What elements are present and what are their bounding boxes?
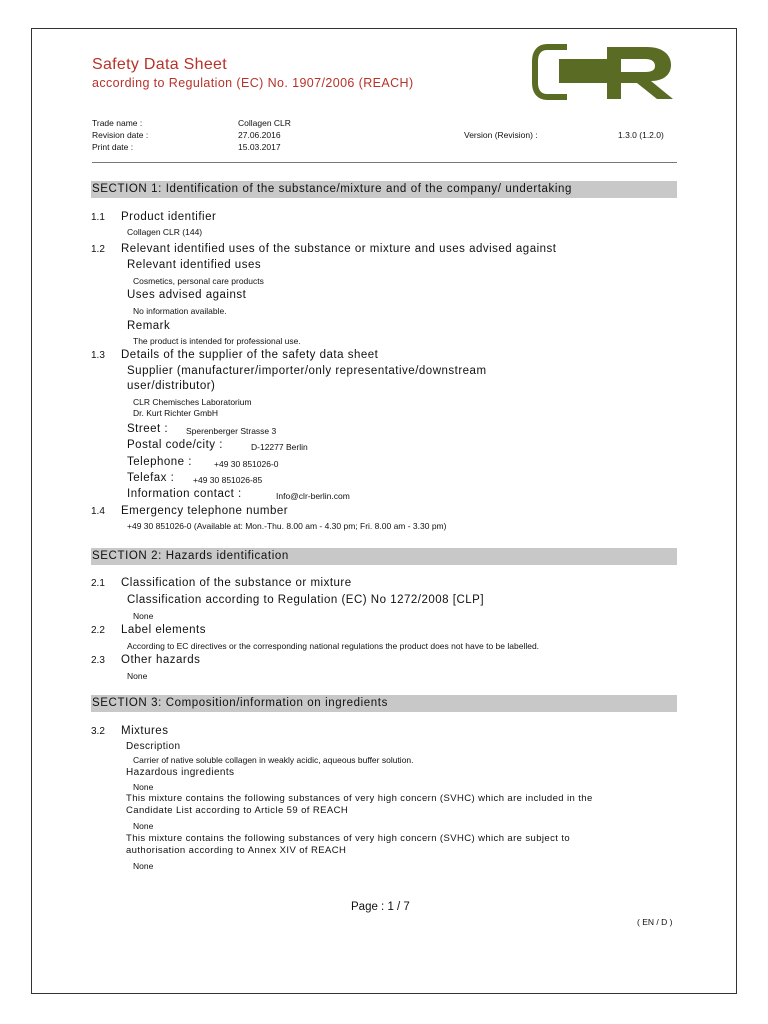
section-number: 1.1 — [91, 212, 105, 223]
section-number: 2.2 — [91, 625, 105, 636]
label-elements-value: According to EC directives or the corresponding national regulations the product does not have to be labelled. — [127, 641, 540, 651]
relevant-uses-section-title: Relevant identified uses of the substance or mixture and uses advised against — [121, 243, 557, 255]
emergency-telephone-title: Emergency telephone number — [121, 505, 289, 517]
version-value: 1.3.0 (1.2.0) — [618, 130, 664, 140]
street-label: Street : — [127, 423, 169, 435]
document-subtitle: according to Regulation (EC) No. 1907/2006 (REACH) — [92, 76, 414, 90]
product-identifier-value: Collagen CLR (144) — [127, 227, 203, 237]
telefax-value: +49 30 851026-85 — [193, 475, 263, 485]
supplier-section-title: Details of the supplier of the safety data sheet — [121, 349, 379, 361]
supplier-name-line1: CLR Chemisches Laboratorium — [133, 397, 252, 407]
remark-title: Remark — [127, 320, 171, 332]
header-divider — [92, 162, 677, 163]
hazardous-ingredients-value: None — [133, 782, 154, 792]
section-number: 1.4 — [91, 506, 105, 517]
section-number: 3.2 — [91, 726, 105, 737]
svhc-candidate-line2: Candidate List according to Article 59 of REACH — [126, 805, 349, 816]
revision-date-label: Revision date : — [92, 130, 149, 140]
product-identifier-title: Product identifier — [121, 211, 217, 223]
version-label: Version (Revision) : — [464, 130, 538, 140]
svhc-authorisation-line1: This mixture contains the following substances of very high concern (SVHC) which are subject to — [126, 833, 571, 844]
revision-date-value: 27.06.2016 — [238, 130, 281, 140]
classification-value: None — [133, 611, 154, 621]
svhc-candidate-line1: This mixture contains the following substances of very high concern (SVHC) which are included in the — [126, 793, 593, 804]
print-date-label: Print date : — [92, 142, 134, 152]
classification-title: Classification of the substance or mixture — [121, 577, 352, 589]
postal-city-label: Postal code/city : — [127, 439, 223, 451]
clr-logo-icon — [531, 43, 677, 101]
remark-value: The product is intended for professional use. — [133, 336, 301, 346]
section-number: 2.1 — [91, 578, 105, 589]
mixtures-title: Mixtures — [121, 725, 169, 737]
emergency-telephone-value: +49 30 851026-0 (Available at: Mon.-Thu. 8.00 am - 4.30 pm; Fri. 8.00 am - 3.30 pm) — [127, 521, 447, 531]
section-number: 2.3 — [91, 655, 105, 666]
section-number: 1.2 — [91, 244, 105, 255]
svhc-candidate-value: None — [133, 821, 154, 831]
relevant-uses-title: Relevant identified uses — [127, 259, 262, 271]
uses-advised-against-value: No information available. — [133, 306, 227, 316]
page-number: Page : 1 / 7 — [351, 901, 410, 913]
telephone-label: Telephone : — [127, 456, 192, 468]
document-title: Safety Data Sheet — [92, 56, 227, 73]
label-elements-title: Label elements — [121, 624, 206, 636]
telephone-value: +49 30 851026-0 — [214, 459, 279, 469]
relevant-uses-value: Cosmetics, personal care products — [133, 276, 264, 286]
svhc-authorisation-line2: authorisation according to Annex XIV of REACH — [126, 845, 347, 856]
information-contact-label: Information contact : — [127, 488, 242, 500]
hazardous-ingredients-title: Hazardous ingredients — [126, 767, 235, 778]
other-hazards-value: None — [127, 671, 148, 681]
svhc-authorisation-value: None — [133, 861, 154, 871]
trade-name-label: Trade name : — [92, 118, 143, 128]
description-title: Description — [126, 741, 181, 752]
description-value: Carrier of native soluble collagen in weakly acidic, aqueous buffer solution. — [133, 755, 414, 765]
print-date-value: 15.03.2017 — [238, 142, 281, 152]
section3-heading: SECTION 3: Composition/information on ingredients — [92, 697, 388, 709]
trade-name-value: Collagen CLR — [238, 118, 291, 128]
supplier-name-line2: Dr. Kurt Richter GmbH — [133, 408, 219, 418]
postal-city-value: D-12277 Berlin — [251, 442, 308, 452]
section-number: 1.3 — [91, 350, 105, 361]
classification-clp-title: Classification according to Regulation (EC) No 1272/2008 [CLP] — [127, 594, 485, 606]
section1-heading: SECTION 1: Identification of the substance/mixture and of the company/ undertaking — [92, 183, 573, 195]
other-hazards-title: Other hazards — [121, 654, 201, 666]
telefax-label: Telefax : — [127, 472, 175, 484]
language-code: ( EN / D ) — [637, 917, 673, 927]
supplier-title-line1: Supplier (manufacturer/importer/only representative/downstream — [127, 365, 487, 377]
section2-heading: SECTION 2: Hazards identification — [92, 550, 289, 562]
information-contact-email[interactable]: Info@clr-berlin.com — [276, 491, 350, 501]
uses-advised-against-title: Uses advised against — [127, 289, 247, 301]
supplier-title-line2: user/distributor) — [127, 380, 216, 392]
street-value: Sperenberger Strasse 3 — [186, 426, 277, 436]
